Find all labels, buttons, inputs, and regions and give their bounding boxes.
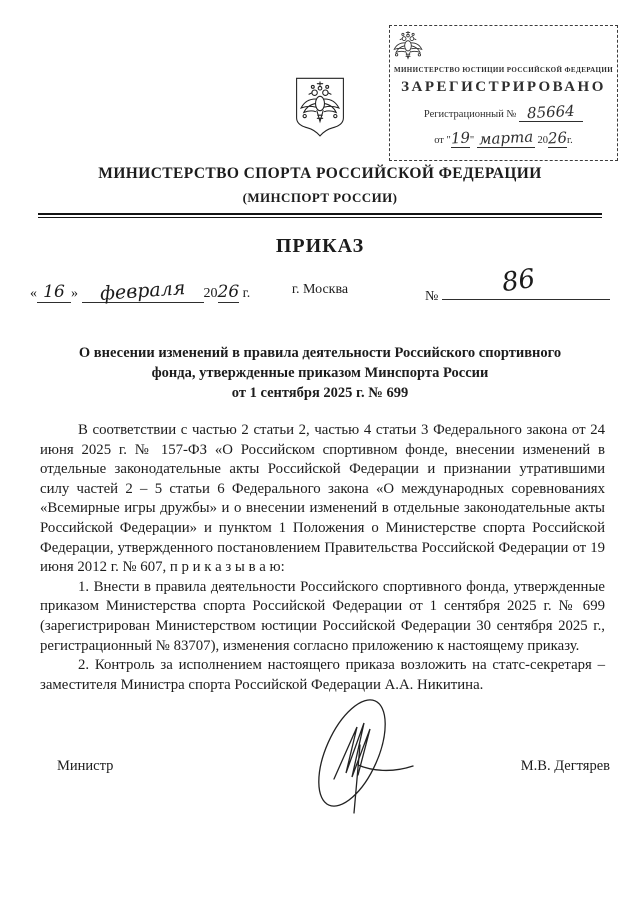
date-suffix: г.	[242, 286, 251, 301]
stamp-year-handwritten: 26	[547, 128, 568, 148]
order-title-line-2: фонда, утвержденные приказом Минспорта России	[151, 365, 489, 381]
stamp-ministry-line: МИНИСТЕРСТВО ЮСТИЦИИ РОССИЙСКОЙ ФЕДЕРАЦИИ	[393, 66, 614, 74]
stamp-reg-value-handwritten: 85664	[526, 101, 576, 123]
body-paragraph-item-2: 2. Контроль за исполнением настоящего приказа возложить на статс-секретаря – заместителя Министра спорта Российской Федерации А.А. Никитина.	[40, 657, 605, 693]
order-title-line-1: О внесении изменений в правила деятельности Российского спортивного	[78, 345, 562, 361]
date-close-quote: »	[71, 286, 78, 301]
order-city: г. Москва	[291, 282, 349, 297]
header-divider	[38, 213, 602, 218]
justice-registration-stamp	[389, 25, 618, 161]
date-month-handwritten: февраля	[99, 277, 186, 305]
date-year-printed: 20	[203, 286, 218, 301]
date-day-handwritten: 16	[43, 282, 65, 302]
number-label: №	[425, 289, 439, 304]
body-paragraph-item-1: 1. Внести в правила деятельности Российского спортивного фонда, утвержденные приказом Министерства спорта Российской Федерации от 1 сентября 2025 г. № 699 (зарегистрирован Министерством юстиции Российской Федерации 30 сентября 2025 г., регистрационный № 83707), изменения согласно приложению к настоящему приказу.	[40, 578, 605, 654]
order-body	[40, 421, 605, 695]
stamp-quote-open: "	[446, 135, 451, 146]
signer-name: М.В. Дегтярев	[520, 758, 610, 774]
document-type-heading: ПРИКАЗ	[275, 235, 365, 257]
ministry-name: МИНИСТЕРСТВО СПОРТА РОССИЙСКОЙ ФЕДЕРАЦИИ	[98, 165, 542, 182]
stamp-year-printed: 20	[537, 135, 548, 146]
stamp-quote-close: "	[469, 135, 475, 146]
date-number-row	[0, 263, 640, 305]
date-open-quote: «	[30, 286, 37, 301]
stamp-date-line	[390, 129, 617, 148]
stamp-registered-label: ЗАРЕГИСТРИРОВАНО	[401, 79, 606, 95]
body-paragraph-preamble: В соответствии с частью 2 статьи 2, частью 4 статьи 3 Федерального закона от 24 июня 2025 г. № 157-ФЗ «О Российском спортивном фонде, внесении изменений в отдельные законодательные акты Российской Федерации и признании утратившими силу частей 2 – 5 статьи 6 Федерального закона «О международных соревнованиях «Всемирные игры дружбы» и о внесении изменений в отдельные законодательные акты Российской Федерации» и пунктом 1 Положения о Министерстве спорта Российской Федерации, утвержденного постановлением Правительства Российской Федерации от 19 июня 2012 г. № 607, п р и к а з ы в а ю:	[40, 422, 605, 576]
signature-icon	[300, 693, 415, 821]
stamp-reg-number-line	[390, 103, 617, 122]
ministry-short-name: (МИНСПОРТ РОССИИ)	[242, 190, 398, 205]
stamp-date-day-handwritten: 19	[450, 128, 471, 148]
signer-position: Министр	[57, 758, 114, 774]
order-title-line-3: от 1 сентября 2025 г. № 699	[231, 385, 409, 401]
stamp-date-month-handwritten: марта	[478, 127, 534, 149]
stamp-reg-label: Регистрационный №	[423, 109, 517, 120]
stamp-eagle-icon	[390, 29, 426, 65]
order-title	[40, 343, 600, 403]
date-year-handwritten: 26	[217, 282, 240, 302]
order-number	[425, 263, 610, 305]
number-value-handwritten: 86	[499, 263, 537, 299]
stamp-year-suffix: г.	[567, 135, 573, 146]
stamp-date-from: от	[434, 135, 444, 146]
coat-of-arms-icon	[293, 76, 347, 140]
